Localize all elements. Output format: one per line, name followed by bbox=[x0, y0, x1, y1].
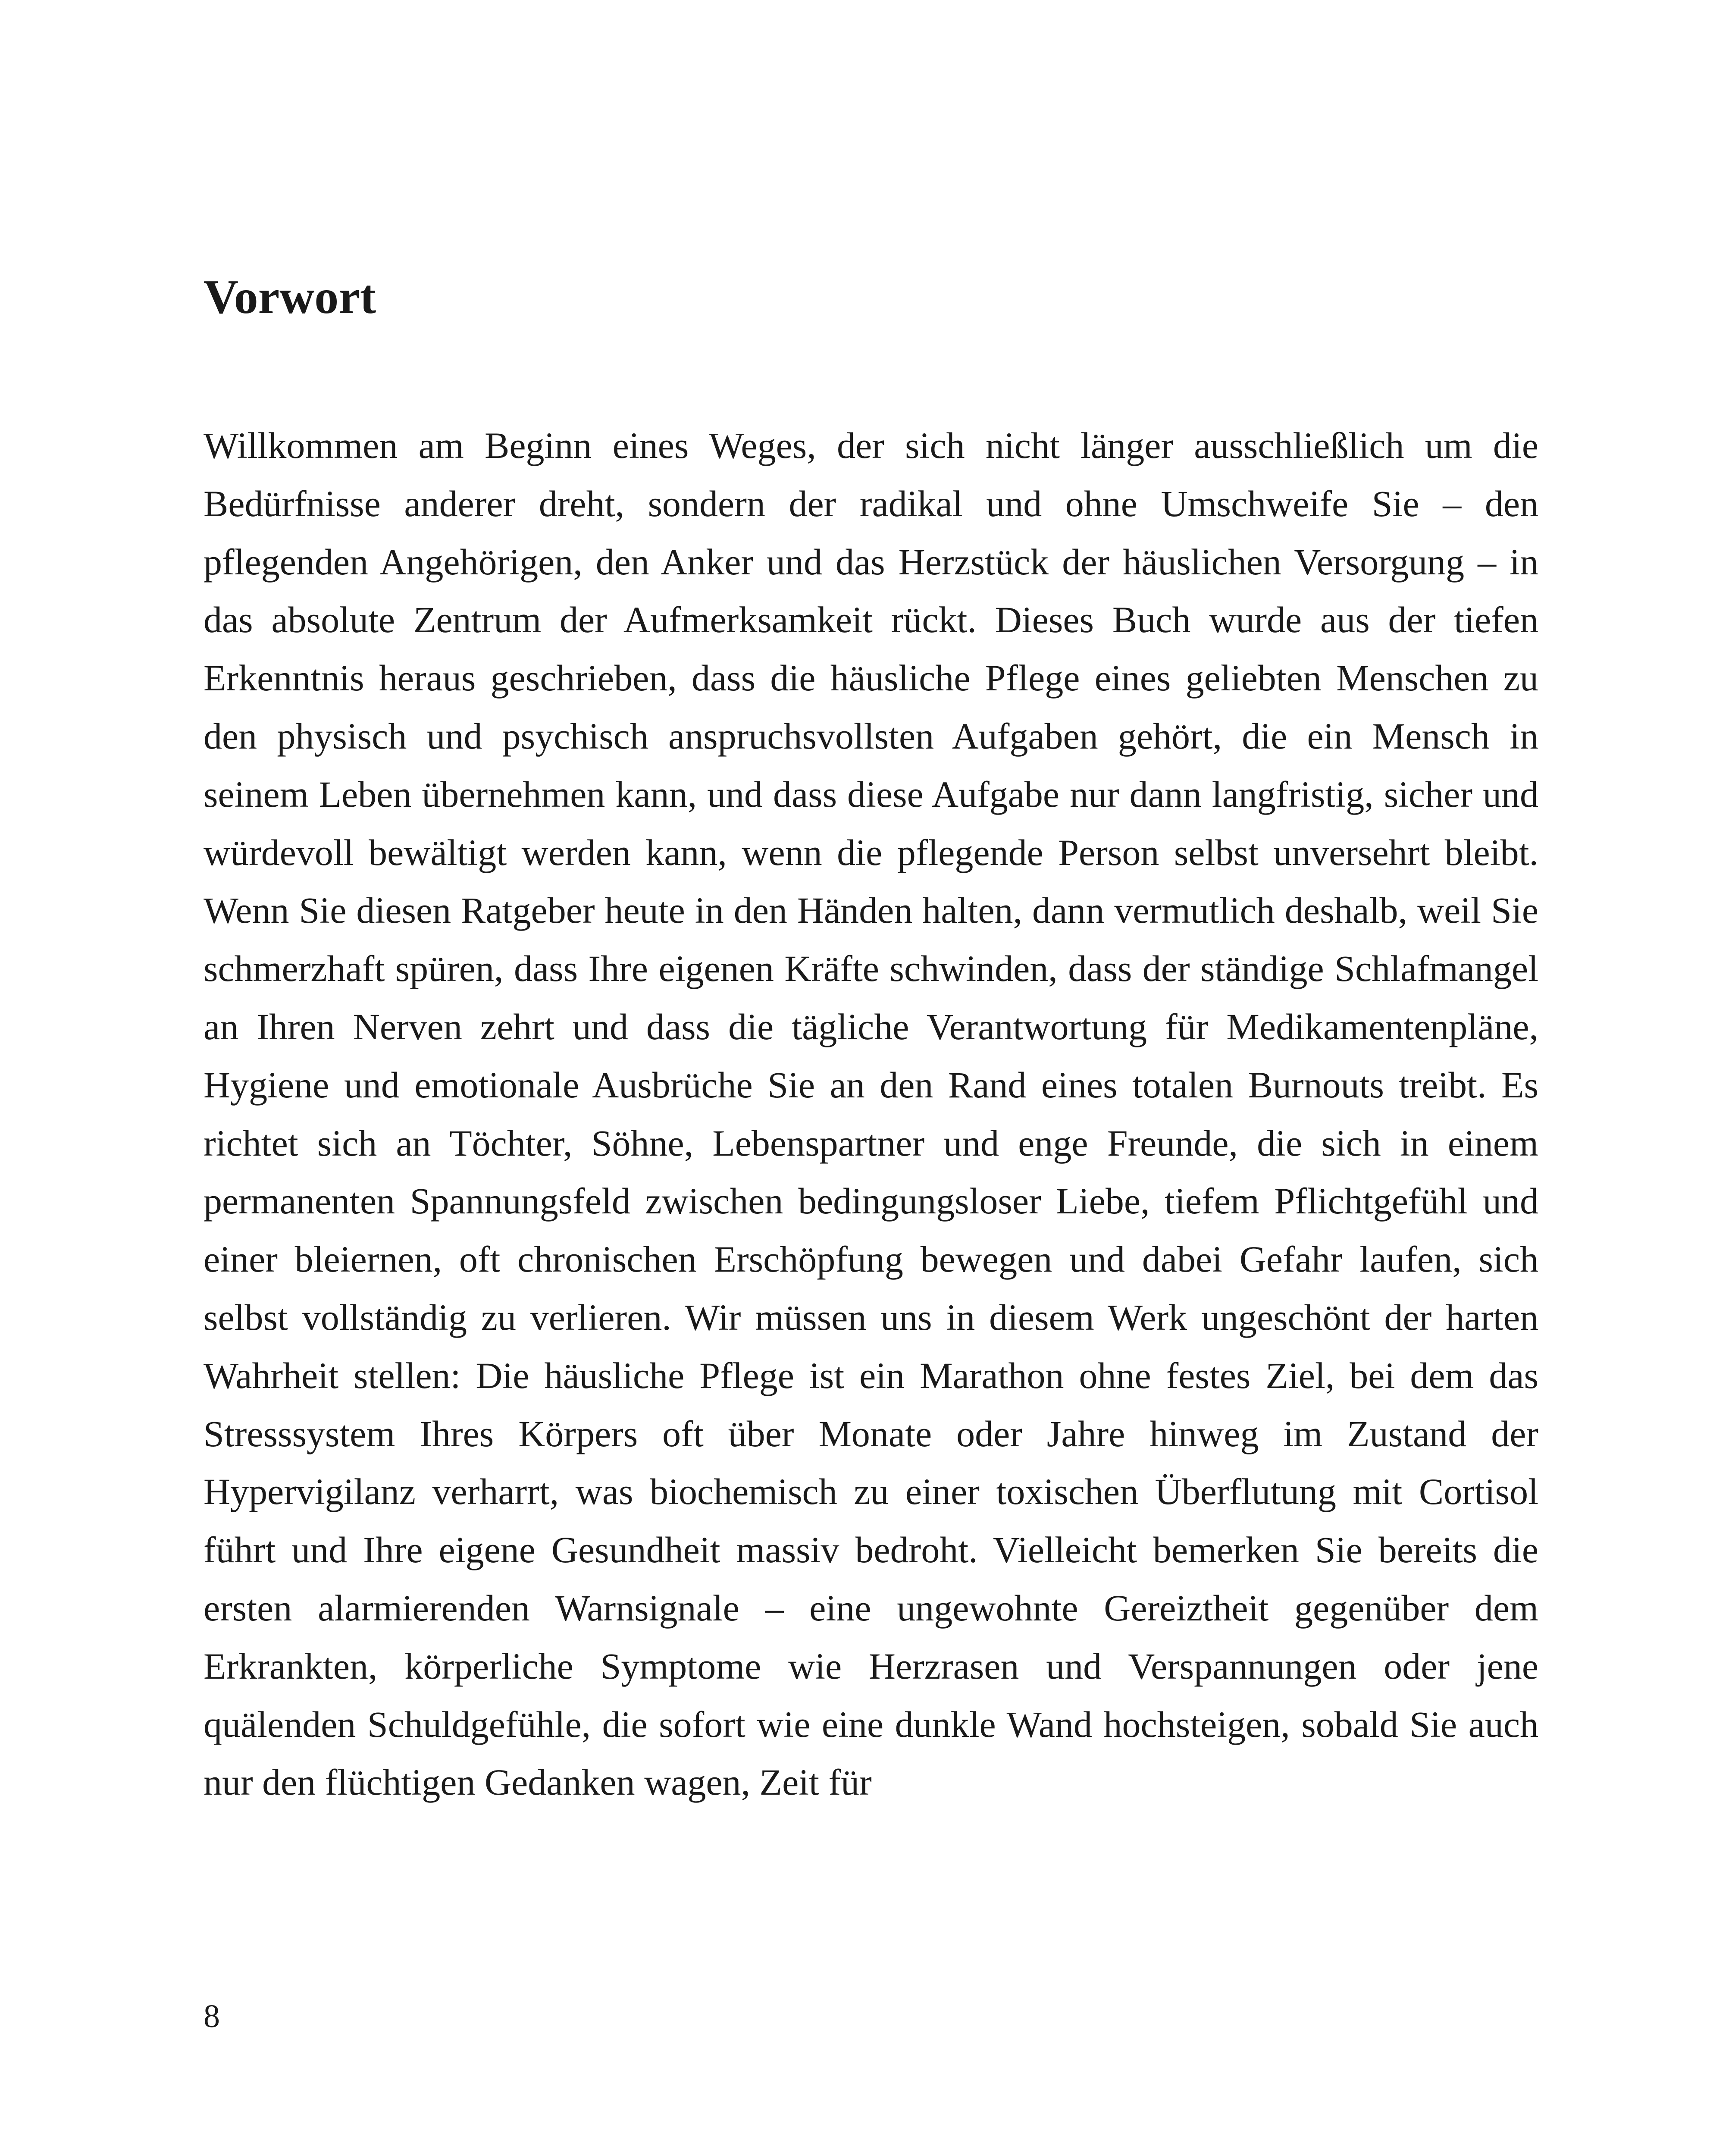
chapter-heading: Vorwort bbox=[204, 270, 376, 324]
page-number: 8 bbox=[204, 1998, 220, 2034]
body-paragraph: Willkommen am Beginn eines Weges, der sich nicht länger ausschließlich um die Bedürfnisse anderer dreht, sondern der radikal und ohne Umschweife Sie – den pflegenden Angehörigen, den Anker und das Herzstück der häuslichen Versorgung – in das absolute Zentrum der Aufmerksamkeit rückt. Dieses Buch wurde aus der tiefen Erkenntnis heraus geschrieben, dass die häusliche Pflege eines geliebten Menschen zu den physisch und psychisch anspruchsvollsten Aufgaben gehört, die ein Mensch in seinem Leben übernehmen kann, und dass diese Aufgabe nur dann langfristig, sicher und würdevoll bewältigt werden kann, wenn die pflegende Person selbst unversehrt bleibt. Wenn Sie diesen Ratgeber heute in den Händen halten, dann vermutlich deshalb, weil Sie schmerzhaft spüren, dass Ihre eigenen Kräfte schwinden, dass der ständige Schlafmangel an Ihren Nerven zehrt und dass die tägliche Verantwortung für Medikamentenpläne, Hygiene und emotionale Ausbrüche Sie an den Rand eines totalen Burnouts treibt. Es richtet sich an Töchter, Söhne, Lebenspartner und enge Freunde, die sich in einem permanenten Spannungsfeld zwischen bedingungsloser Liebe, tiefem Pflichtgefühl und einer bleiernen, oft chronischen Erschöpfung bewegen und dabei Gefahr laufen, sich selbst vollständig zu verlieren. Wir müssen uns in diesem Werk ungeschönt der harten Wahrheit stellen: Die häusliche Pflege ist ein Marathon ohne festes Ziel, bei dem das Stresssystem Ihres Körpers oft über Monate oder Jahre hinweg im Zustand der Hypervigilanz verharrt, was biochemisch zu einer toxischen Überflutung mit Cortisol führt und Ihre eigene Gesundheit massiv bedroht. Vielleicht bemerken Sie bereits die ersten alarmierenden Warnsignale – eine ungewohnte Gereiztheit gegenüber dem Erkrankten, körperliche Symptome wie Herzrasen und Verspannungen oder jene quälenden Schuldgefühle, die sofort wie eine dunkle Wand hochsteigen, sobald Sie auch nur den flüchtigen Gedanken wagen, Zeit für bbox=[204, 425, 1538, 1803]
